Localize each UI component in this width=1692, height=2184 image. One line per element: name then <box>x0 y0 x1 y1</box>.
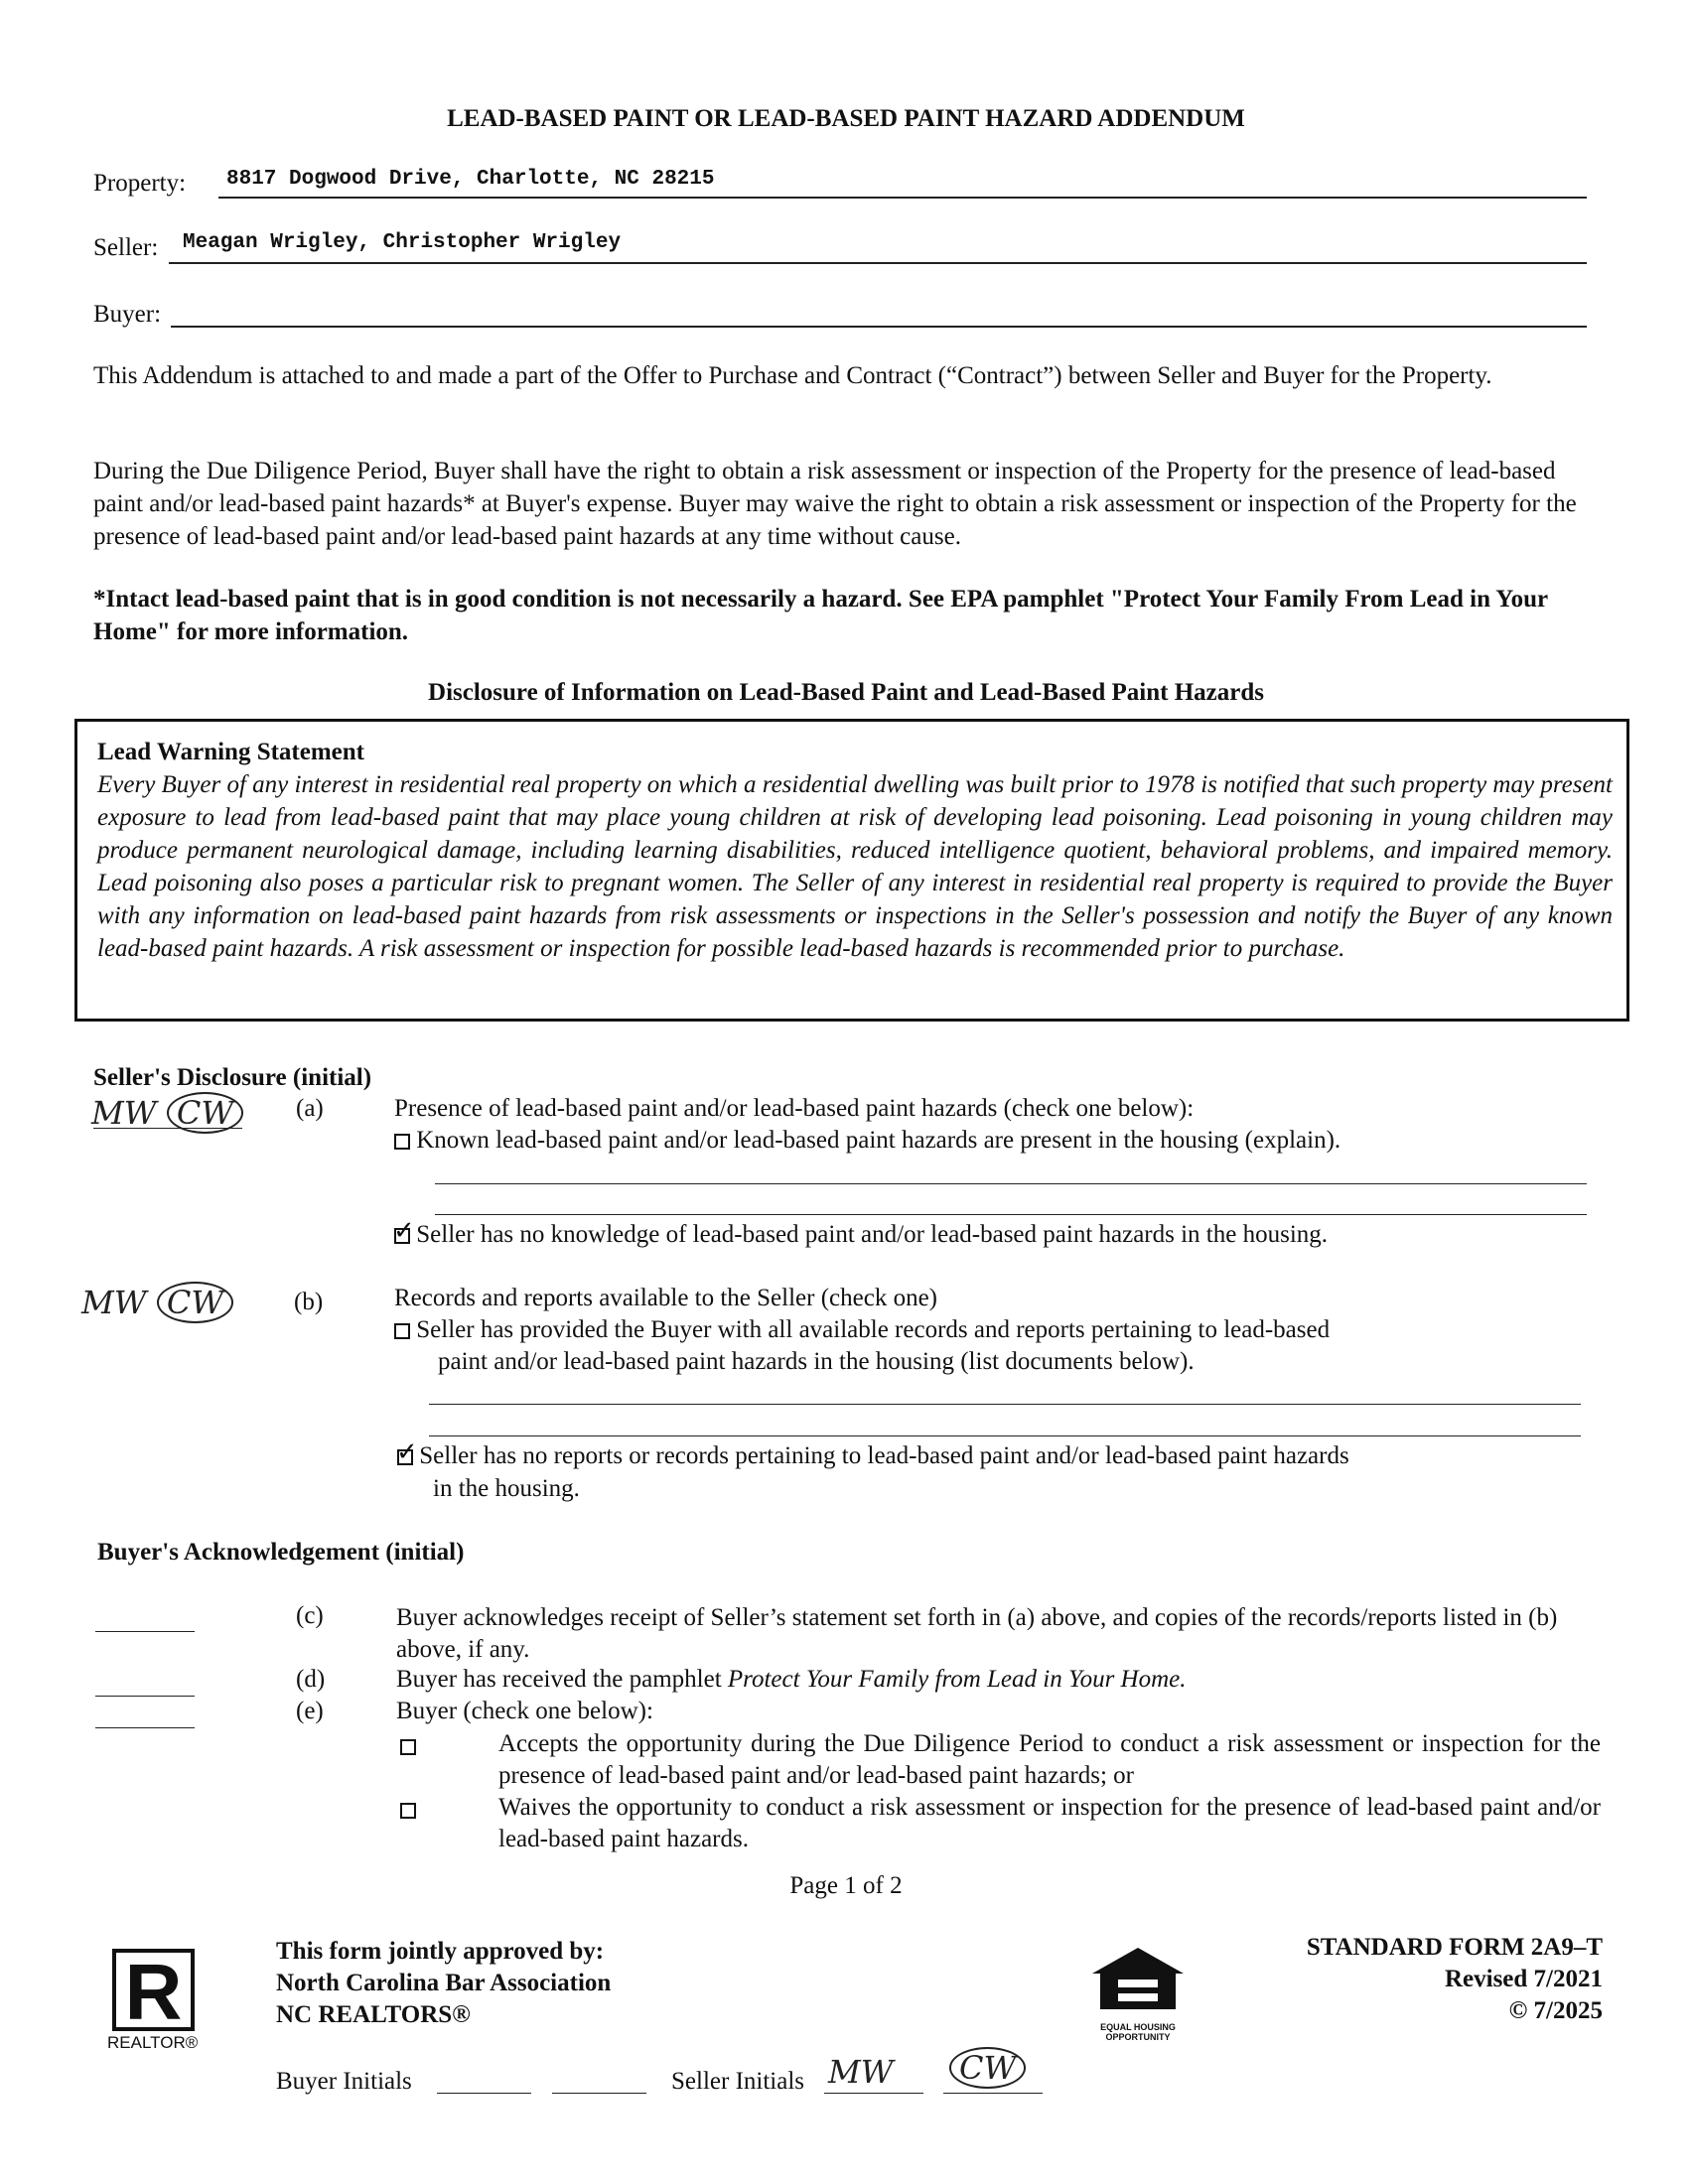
documents-line-2[interactable] <box>429 1435 1581 1436</box>
buyer-label: Buyer: <box>93 301 162 328</box>
approved-by-line-2: North Carolina Bar Association <box>276 1970 612 1996</box>
item-c-text: Buyer acknowledges receipt of Seller’s statement set forth in (a) above, and copies of the records/reports listed in (b) above, if any. <box>396 1604 1558 1663</box>
seller-initials-b[interactable] <box>81 1282 233 1323</box>
buyer-field-line[interactable] <box>171 326 1587 328</box>
seller-field-line <box>169 262 1587 264</box>
intact-paint-note: *Intact lead-based paint that is in good condition is not necessarily a hazard. See EPA pamphlet "Protect Your Family From Lead in Your Home" for more information. <box>93 586 1548 645</box>
item-a-text: Presence of lead-based paint and/or lead-based paint hazards (check one below): <box>394 1095 1195 1122</box>
buyer-initials-line-d[interactable] <box>95 1696 195 1697</box>
buyer-initials-line-e[interactable] <box>95 1727 195 1728</box>
buyer-initials-line-c[interactable] <box>95 1631 195 1632</box>
seller-initials-footer-mw: MW <box>828 2053 894 2091</box>
item-e-text: Buyer (check one below): <box>396 1698 653 1724</box>
buyer-initials-field-2[interactable] <box>552 2093 646 2094</box>
revised-date: Revised 7/2021 <box>1444 1966 1603 1992</box>
property-value[interactable]: 8817 Dogwood Drive, Charlotte, NC 28215 <box>226 168 715 191</box>
property-field-line <box>218 197 1587 199</box>
option-b1-label-line2: paint and/or lead-based paint hazards in the housing (list documents below). <box>438 1348 1195 1375</box>
seller-initial-mw-b: MW <box>81 1284 147 1321</box>
buyer-initials-field-1[interactable] <box>437 2093 531 2094</box>
seller-initials-field-2[interactable] <box>943 2093 1043 2094</box>
option-b2-label-line2: in the housing. <box>433 1475 580 1502</box>
approved-by-line-3: NC REALTORS® <box>276 2001 471 2028</box>
form-info-block <box>1307 1932 1603 2027</box>
option-a1-label: Known lead-based paint and/or lead-based paint hazards are present in the housing (explain). <box>416 1127 1341 1154</box>
option-b2-label-line1: Seller has no reports or records pertaining to lead-based paint and/or lead-based paint hazards <box>419 1442 1349 1469</box>
checkbox-e2[interactable] <box>400 1802 416 1820</box>
realtor-logo <box>112 1948 195 2036</box>
documents-line-1[interactable] <box>429 1404 1581 1405</box>
equal-housing-icon <box>1088 1944 1188 2013</box>
option-e1-label: Accepts the opportunity during the Due Diligence Period to conduct a risk assessment or inspection for the presence of lead-based paint and/or lead-based paint hazards; or <box>498 1730 1601 1789</box>
lead-warning-box <box>74 719 1629 1022</box>
seller-initials-line-a <box>93 1128 242 1129</box>
seller-initial-cw-b: CW <box>157 1282 233 1323</box>
item-letter-c: (c) <box>296 1602 324 1629</box>
seller-disclosure-heading: Seller's Disclosure (initial) <box>93 1064 372 1091</box>
seller-initial-cw-a: CW <box>167 1092 243 1134</box>
standard-form-name: STANDARD FORM 2A9–T <box>1306 1934 1603 1961</box>
disclosure-heading: Disclosure of Information on Lead-Based Paint and Lead-Based Paint Hazards <box>428 679 1264 706</box>
item-letter-d: (d) <box>296 1666 326 1693</box>
addendum-intro-paragraph: This Addendum is attached to and made a part of the Offer to Purchase and Contract (“Contract”) between Seller and Buyer for the Property. <box>93 362 1492 389</box>
seller-value[interactable]: Meagan Wrigley, Christopher Wrigley <box>183 231 622 254</box>
option-a2[interactable] <box>394 1221 1328 1249</box>
checkbox-a1[interactable] <box>394 1134 410 1150</box>
eho-label-2: OPPORTUNITY <box>1105 2032 1171 2042</box>
option-a1[interactable] <box>394 1127 1340 1155</box>
form-title: LEAD-BASED PAINT OR LEAD-BASED PAINT HAZARD ADDENDUM <box>447 105 1245 132</box>
checkbox-a2-checked[interactable] <box>394 1228 410 1244</box>
seller-label: Seller: <box>93 234 159 261</box>
checkbox-b2-checked[interactable] <box>397 1449 413 1465</box>
buyer-ack-heading: Buyer's Acknowledgement (initial) <box>97 1539 465 1566</box>
item-letter-b: (b) <box>294 1289 324 1315</box>
option-b1-label-line1: Seller has provided the Buyer with all available records and reports pertaining to lead-based <box>416 1316 1331 1343</box>
eho-label-1: EQUAL HOUSING <box>1100 2022 1176 2032</box>
approved-by-block <box>276 1936 611 2031</box>
seller-initial-mw-a: MW <box>91 1094 157 1132</box>
seller-initials-label: Seller Initials <box>671 2068 804 2095</box>
option-b2[interactable] <box>397 1442 1349 1470</box>
explain-line-2[interactable] <box>435 1214 1587 1215</box>
checkbox-b1[interactable] <box>394 1323 410 1339</box>
property-label: Property: <box>93 170 187 197</box>
option-e2-label: Waives the opportunity to conduct a risk assessment or inspection for the presence of lead-based paint and/or lead-based paint hazards. <box>498 1794 1601 1852</box>
item-letter-e: (e) <box>296 1698 324 1724</box>
explain-line-1[interactable] <box>435 1183 1587 1184</box>
buyer-initials-label: Buyer Initials <box>276 2068 412 2095</box>
realtor-r-icon: R <box>124 1948 183 2036</box>
seller-initials-footer-cw: CW <box>949 2047 1026 2089</box>
page-number: Page 1 of 2 <box>789 1872 903 1899</box>
lead-warning-text: Every Buyer of any interest in residential real property on which a residential dwelling was built prior to 1978 is notified that such property may present exposure to lead from lead-based paint that may place young children at risk of developing lead poisoning. Lead poisoning in young children may produce permanent neurological damage, including learning disabilities, reduced intelligence quotient, behavioral problems, and impaired memory. Lead poisoning also poses a particular risk to pregnant women. The Seller of any interest in residential real property is required to provide the Buyer with any information on lead-based paint hazards from risk assessments or inspections in the Seller's possession and notify the Buyer of any known lead-based paint hazards. A risk assessment or inspection for possible lead-based hazards is recommended prior to purchase. <box>97 771 1613 962</box>
seller-initials-field-1[interactable] <box>824 2093 923 2094</box>
item-d-pamphlet-title: Protect Your Family from Lead in Your Home. <box>727 1666 1187 1693</box>
item-d-text <box>396 1666 1187 1694</box>
copyright-date: © 7/2025 <box>1508 1997 1603 2024</box>
option-a2-label: Seller has no knowledge of lead-based paint and/or lead-based paint hazards in the housing. <box>416 1221 1329 1248</box>
realtor-label: REALTOR® <box>107 2033 199 2052</box>
lead-warning-heading: Lead Warning Statement <box>97 739 364 765</box>
option-b1[interactable] <box>394 1316 1330 1344</box>
item-d-text-plain: Buyer has received the pamphlet <box>396 1666 728 1693</box>
item-b-text: Records and reports available to the Seller (check one) <box>394 1285 937 1311</box>
item-letter-a: (a) <box>296 1095 324 1122</box>
due-diligence-paragraph: During the Due Diligence Period, Buyer shall have the right to obtain a risk assessment or inspection of the Property for the presence of lead-based paint and/or lead-based paint hazards* at Buyer's expense. Buyer may waive the right to obtain a risk assessment or inspection of the Property for the presence of lead-based paint and/or lead-based paint hazards at any time without cause. <box>93 458 1577 550</box>
equal-housing-logo <box>1088 1944 1188 2043</box>
approved-by-line-1: This form jointly approved by: <box>276 1938 605 1965</box>
checkbox-e1[interactable] <box>400 1738 416 1756</box>
